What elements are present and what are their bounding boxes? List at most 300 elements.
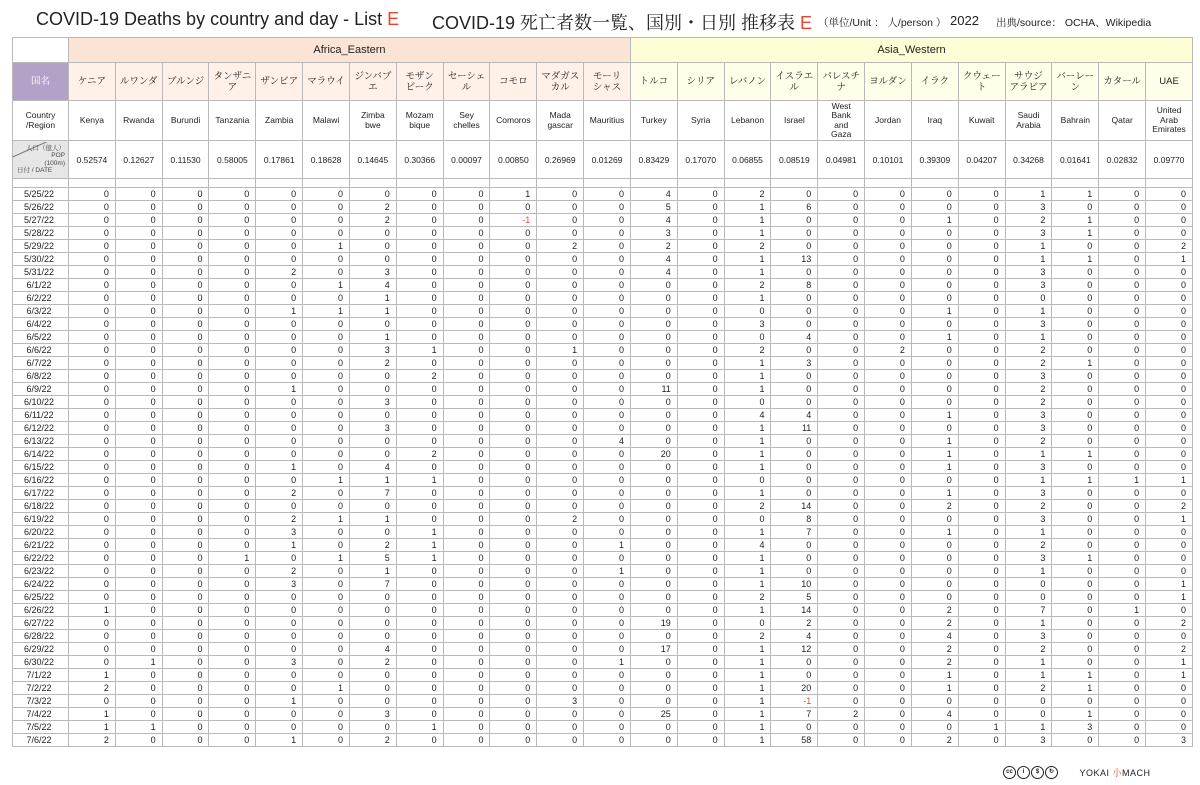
country-jp-name: イスラエル [771,63,818,101]
death-count-cell: 0 [537,357,584,370]
population-value: 0.11530 [162,141,209,179]
death-count-cell: 0 [537,396,584,409]
death-count-cell: 0 [1099,292,1146,305]
death-count-cell: 0 [1099,630,1146,643]
death-count-cell: 0 [911,370,958,383]
death-count-cell: 0 [630,422,677,435]
death-count-cell: 0 [115,344,162,357]
death-count-cell: 0 [771,565,818,578]
death-count-cell: 1 [1052,708,1099,721]
death-count-cell: 1 [69,669,116,682]
death-count-cell: 0 [1052,331,1099,344]
death-count-cell: 0 [443,721,490,734]
death-count-cell: 25 [630,708,677,721]
death-count-cell: 0 [677,539,724,552]
death-count-cell: 2 [349,214,396,227]
death-count-cell: 0 [162,604,209,617]
death-count-cell: 0 [677,591,724,604]
death-count-cell: 0 [162,357,209,370]
pop-head-label: 人口（億人） POP (100m) [26,144,65,167]
death-count-cell: 0 [865,552,912,565]
population-value: 0.12627 [115,141,162,179]
death-count-cell: 0 [584,331,631,344]
death-count-cell: 0 [537,448,584,461]
spacer-cell [958,179,1005,188]
death-count-cell: 0 [69,591,116,604]
death-count-cell: 0 [1099,240,1146,253]
death-count-cell: -1 [490,214,537,227]
death-count-cell: 1 [303,279,350,292]
death-count-cell: 3 [1005,227,1052,240]
death-count-cell: 1 [256,539,303,552]
death-count-cell: 0 [958,331,1005,344]
death-count-cell: 0 [537,721,584,734]
death-count-cell: 0 [1146,279,1193,292]
death-count-cell: 2 [1146,240,1193,253]
death-count-cell: 0 [630,279,677,292]
death-count-cell: 0 [303,500,350,513]
death-count-cell: 0 [958,513,1005,526]
death-count-cell: 0 [209,370,256,383]
death-count-cell: 0 [69,331,116,344]
death-count-cell: 0 [490,370,537,383]
death-count-cell: 1 [1052,552,1099,565]
death-count-cell: 0 [584,370,631,383]
date-cell: 6/9/22 [13,383,69,396]
death-count-cell: 0 [1146,721,1193,734]
death-count-cell: 0 [865,461,912,474]
death-count-cell: 0 [911,266,958,279]
death-count-cell: 0 [115,604,162,617]
death-count-cell: 0 [818,292,865,305]
death-count-cell: 0 [630,591,677,604]
table-row [13,565,1193,578]
death-count-cell: 4 [911,708,958,721]
death-count-cell: 0 [865,578,912,591]
death-count-cell: 0 [958,435,1005,448]
death-count-cell: 0 [256,331,303,344]
death-count-cell: 0 [303,357,350,370]
country-en-name: Burundi [162,101,209,141]
death-count-cell: 0 [209,695,256,708]
date-cell: 6/15/22 [13,461,69,474]
death-count-cell: 0 [256,214,303,227]
death-count-cell: 4 [771,630,818,643]
population-value: 0.08519 [771,141,818,179]
death-count-cell: 0 [256,357,303,370]
table-row [13,188,1193,201]
death-count-cell: 1 [724,266,771,279]
death-count-cell: 0 [677,344,724,357]
death-count-cell: 0 [443,227,490,240]
death-count-cell: 2 [724,500,771,513]
death-count-cell: 0 [115,591,162,604]
death-count-cell: 2 [911,617,958,630]
death-count-cell: 0 [162,539,209,552]
death-count-cell: 0 [209,669,256,682]
death-count-cell: 0 [584,526,631,539]
death-count-cell: 0 [115,695,162,708]
death-count-cell: 0 [396,591,443,604]
country-jp-name: バーレーン [1052,63,1099,101]
death-count-cell: 0 [958,500,1005,513]
death-count-cell: 0 [69,617,116,630]
death-count-cell: 0 [115,240,162,253]
death-count-cell: 2 [1005,344,1052,357]
death-count-cell: 0 [865,500,912,513]
death-count-cell: 0 [115,188,162,201]
death-count-cell: 1 [256,305,303,318]
death-count-cell: 0 [630,357,677,370]
death-count-cell: 0 [115,461,162,474]
death-count-cell: 0 [1099,201,1146,214]
death-count-cell: 0 [209,578,256,591]
death-count-cell: 0 [958,357,1005,370]
country-jp-name: ヨルダン [865,63,912,101]
country-en-name: Qatar [1099,101,1146,141]
death-count-cell: 0 [209,318,256,331]
spacer-cell [771,179,818,188]
death-count-cell: 1 [1052,188,1099,201]
death-count-cell: 0 [537,305,584,318]
death-count-cell: 0 [537,630,584,643]
death-count-cell: 0 [1052,201,1099,214]
death-count-cell: 1 [1146,669,1193,682]
death-count-cell: 0 [584,500,631,513]
death-count-cell: 0 [162,682,209,695]
spacer-cell [490,179,537,188]
death-count-cell: 0 [162,643,209,656]
death-count-cell: 0 [537,370,584,383]
death-count-cell: 0 [1099,448,1146,461]
death-count-cell: 0 [677,461,724,474]
region-header-asia-western: Asia_Western [630,38,1192,63]
death-count-cell: 0 [443,552,490,565]
death-count-cell: 0 [630,656,677,669]
death-count-cell: 0 [1099,227,1146,240]
death-count-cell: 0 [256,240,303,253]
death-count-cell: 0 [303,383,350,396]
death-count-cell: 0 [349,617,396,630]
death-count-cell: 0 [162,656,209,669]
death-count-cell: 0 [584,669,631,682]
death-count-cell: 0 [818,721,865,734]
death-count-cell: 0 [303,578,350,591]
date-cell: 6/28/22 [13,630,69,643]
population-value: 0.17861 [256,141,303,179]
death-count-cell: 0 [1005,591,1052,604]
table-row [13,578,1193,591]
death-count-cell: 0 [677,253,724,266]
table-row [13,227,1193,240]
death-count-cell: 0 [537,292,584,305]
death-count-cell: 1 [724,227,771,240]
death-count-cell: 0 [958,318,1005,331]
death-count-cell: 1 [1052,682,1099,695]
table-row [13,318,1193,331]
death-count-cell: 4 [349,643,396,656]
death-count-cell: 0 [115,630,162,643]
death-count-cell: 0 [1146,682,1193,695]
death-count-cell: 2 [1005,357,1052,370]
death-count-cell: 0 [303,669,350,682]
death-count-cell: 0 [1099,695,1146,708]
death-count-cell: 0 [1052,305,1099,318]
death-count-cell: 0 [1052,513,1099,526]
death-count-cell: 2 [771,617,818,630]
death-count-cell: 0 [584,344,631,357]
death-count-cell: 0 [256,591,303,604]
date-cell: 6/3/22 [13,305,69,318]
death-count-cell: 1 [1146,656,1193,669]
death-count-cell: 0 [630,526,677,539]
death-count-cell: 0 [115,669,162,682]
death-count-cell: 0 [537,279,584,292]
death-count-cell: 0 [1099,253,1146,266]
death-count-cell: 0 [630,513,677,526]
table-row [13,682,1193,695]
death-count-cell: 5 [349,552,396,565]
death-count-cell: 0 [209,357,256,370]
death-count-cell: 0 [630,461,677,474]
population-value: 0.17070 [677,141,724,179]
death-count-cell: 0 [818,643,865,656]
death-count-cell: 0 [677,526,724,539]
death-count-cell: 1 [724,383,771,396]
title-bar [0,6,1200,34]
death-count-cell: 0 [724,305,771,318]
death-count-cell: 0 [537,318,584,331]
death-count-cell: 10 [771,578,818,591]
death-count-cell: 1 [396,526,443,539]
death-count-cell: 0 [1052,734,1099,747]
death-count-cell: 0 [162,188,209,201]
death-count-cell: 0 [677,721,724,734]
death-count-cell: 0 [865,474,912,487]
death-count-cell: 0 [584,422,631,435]
death-count-cell: 0 [162,370,209,383]
death-count-cell: 0 [537,487,584,500]
death-count-cell: 0 [865,227,912,240]
death-count-cell: 1 [724,487,771,500]
death-count-cell: 0 [911,721,958,734]
death-count-cell: 1 [1146,513,1193,526]
death-count-cell: 0 [490,604,537,617]
death-count-cell: 0 [490,643,537,656]
death-count-cell: 0 [771,721,818,734]
death-count-cell: 0 [537,526,584,539]
death-count-cell: 0 [1052,578,1099,591]
death-count-cell: 0 [1099,578,1146,591]
death-count-cell: 8 [771,279,818,292]
death-count-cell: 0 [958,240,1005,253]
death-count-cell: 0 [69,396,116,409]
table-row [13,604,1193,617]
death-count-cell: 1 [724,643,771,656]
death-count-cell: 3 [1005,461,1052,474]
death-count-cell: 0 [865,435,912,448]
death-count-cell: 0 [443,539,490,552]
death-count-cell: 0 [1052,292,1099,305]
death-count-cell: 0 [818,279,865,292]
death-count-cell: 0 [865,630,912,643]
death-count-cell: 0 [818,656,865,669]
death-count-cell: 1 [349,513,396,526]
death-count-cell: 0 [443,500,490,513]
death-count-cell: 0 [911,188,958,201]
date-cell: 5/26/22 [13,201,69,214]
death-count-cell: 0 [162,578,209,591]
death-count-cell: 0 [349,630,396,643]
death-count-cell: 2 [537,513,584,526]
death-count-cell: 0 [69,240,116,253]
death-count-cell: 0 [865,331,912,344]
death-count-cell: 0 [537,227,584,240]
death-count-cell: 1 [396,552,443,565]
date-cell: 6/1/22 [13,279,69,292]
death-count-cell: 0 [771,370,818,383]
death-count-cell: 2 [911,643,958,656]
death-count-cell: 0 [584,487,631,500]
death-count-cell: 0 [490,565,537,578]
country-en-name: Mozam bique [396,101,443,141]
death-count-cell: 2 [69,734,116,747]
death-count-cell: 3 [1005,201,1052,214]
death-count-cell: 0 [911,344,958,357]
death-count-cell: 0 [162,695,209,708]
death-count-cell: 1 [724,435,771,448]
spacer-cell [443,179,490,188]
death-count-cell: 0 [630,669,677,682]
death-count-cell: 0 [69,578,116,591]
death-count-cell: 0 [396,266,443,279]
death-count-cell: 0 [303,396,350,409]
death-count-cell: 0 [256,279,303,292]
death-count-cell: 0 [771,344,818,357]
population-value: 0.18628 [303,141,350,179]
death-count-cell: 0 [865,279,912,292]
death-count-cell: 6 [771,201,818,214]
death-count-cell: 0 [537,253,584,266]
death-count-cell: 0 [396,396,443,409]
death-count-cell: 0 [677,643,724,656]
death-count-cell: 1 [303,552,350,565]
death-count-cell: 0 [162,734,209,747]
death-count-cell: 0 [490,500,537,513]
death-count-cell: 0 [1099,370,1146,383]
population-value: 0.00097 [443,141,490,179]
death-count-cell: 0 [958,409,1005,422]
death-count-cell: 0 [490,656,537,669]
death-count-cell: 0 [818,604,865,617]
death-count-cell: 0 [396,331,443,344]
death-count-cell: 0 [958,266,1005,279]
death-count-cell: 0 [818,487,865,500]
death-count-cell: 0 [349,669,396,682]
death-count-cell: 0 [1005,708,1052,721]
death-count-cell: 0 [771,552,818,565]
death-count-cell: 0 [396,240,443,253]
death-count-cell: 0 [584,305,631,318]
death-count-cell: 0 [115,643,162,656]
death-count-cell: 0 [69,422,116,435]
death-count-cell: 0 [958,734,1005,747]
death-count-cell: 0 [630,539,677,552]
death-count-cell: 0 [911,279,958,292]
death-count-cell: 2 [911,656,958,669]
spacer-cell [537,179,584,188]
jp-name-head: 国名 [13,63,69,101]
death-count-cell: 1 [349,292,396,305]
death-count-cell: 0 [771,214,818,227]
death-count-cell: 0 [69,552,116,565]
death-count-cell: 0 [256,630,303,643]
country-en-name: Zimba bwe [349,101,396,141]
death-count-cell: 0 [1099,344,1146,357]
table-row [13,734,1193,747]
date-cell: 6/25/22 [13,591,69,604]
death-count-cell: 0 [115,253,162,266]
death-count-cell: 4 [724,409,771,422]
death-count-cell: 0 [490,383,537,396]
death-count-cell: 0 [537,409,584,422]
death-count-cell: 1 [115,721,162,734]
spacer-cell [209,179,256,188]
date-cell: 7/1/22 [13,669,69,682]
death-count-cell: 0 [209,539,256,552]
death-count-cell: 0 [865,604,912,617]
country-en-name: Malawi [303,101,350,141]
death-count-cell: 0 [865,292,912,305]
death-count-cell: 1 [724,448,771,461]
death-count-cell: 0 [490,474,537,487]
death-count-cell: 2 [1146,643,1193,656]
spacer-cell [115,179,162,188]
table-row [13,331,1193,344]
death-count-cell: 0 [677,669,724,682]
death-count-cell: 0 [490,513,537,526]
death-count-cell: 0 [724,617,771,630]
death-count-cell: 0 [911,383,958,396]
death-count-cell: 0 [162,331,209,344]
death-count-cell: 0 [584,279,631,292]
death-count-cell: 1 [1005,721,1052,734]
death-count-cell: 0 [818,591,865,604]
death-count-cell: 0 [584,682,631,695]
death-count-cell: 0 [818,682,865,695]
death-count-cell: 0 [584,604,631,617]
death-count-cell: 0 [69,539,116,552]
death-count-cell: 0 [818,422,865,435]
death-count-cell: 0 [490,721,537,734]
death-count-cell: 0 [865,370,912,383]
death-count-cell: 0 [69,214,116,227]
death-count-cell: 0 [162,708,209,721]
death-count-cell: 0 [771,266,818,279]
death-count-cell: 0 [443,357,490,370]
population-value: 0.26969 [537,141,584,179]
death-count-cell: 0 [69,253,116,266]
death-count-cell: 0 [818,734,865,747]
death-count-cell: 0 [209,643,256,656]
death-count-cell: 0 [1099,266,1146,279]
death-count-cell: 0 [1052,604,1099,617]
death-count-cell: 0 [771,396,818,409]
date-cell: 6/11/22 [13,409,69,422]
death-count-cell: 0 [303,344,350,357]
death-count-cell: 0 [209,305,256,318]
death-count-cell: 2 [256,513,303,526]
